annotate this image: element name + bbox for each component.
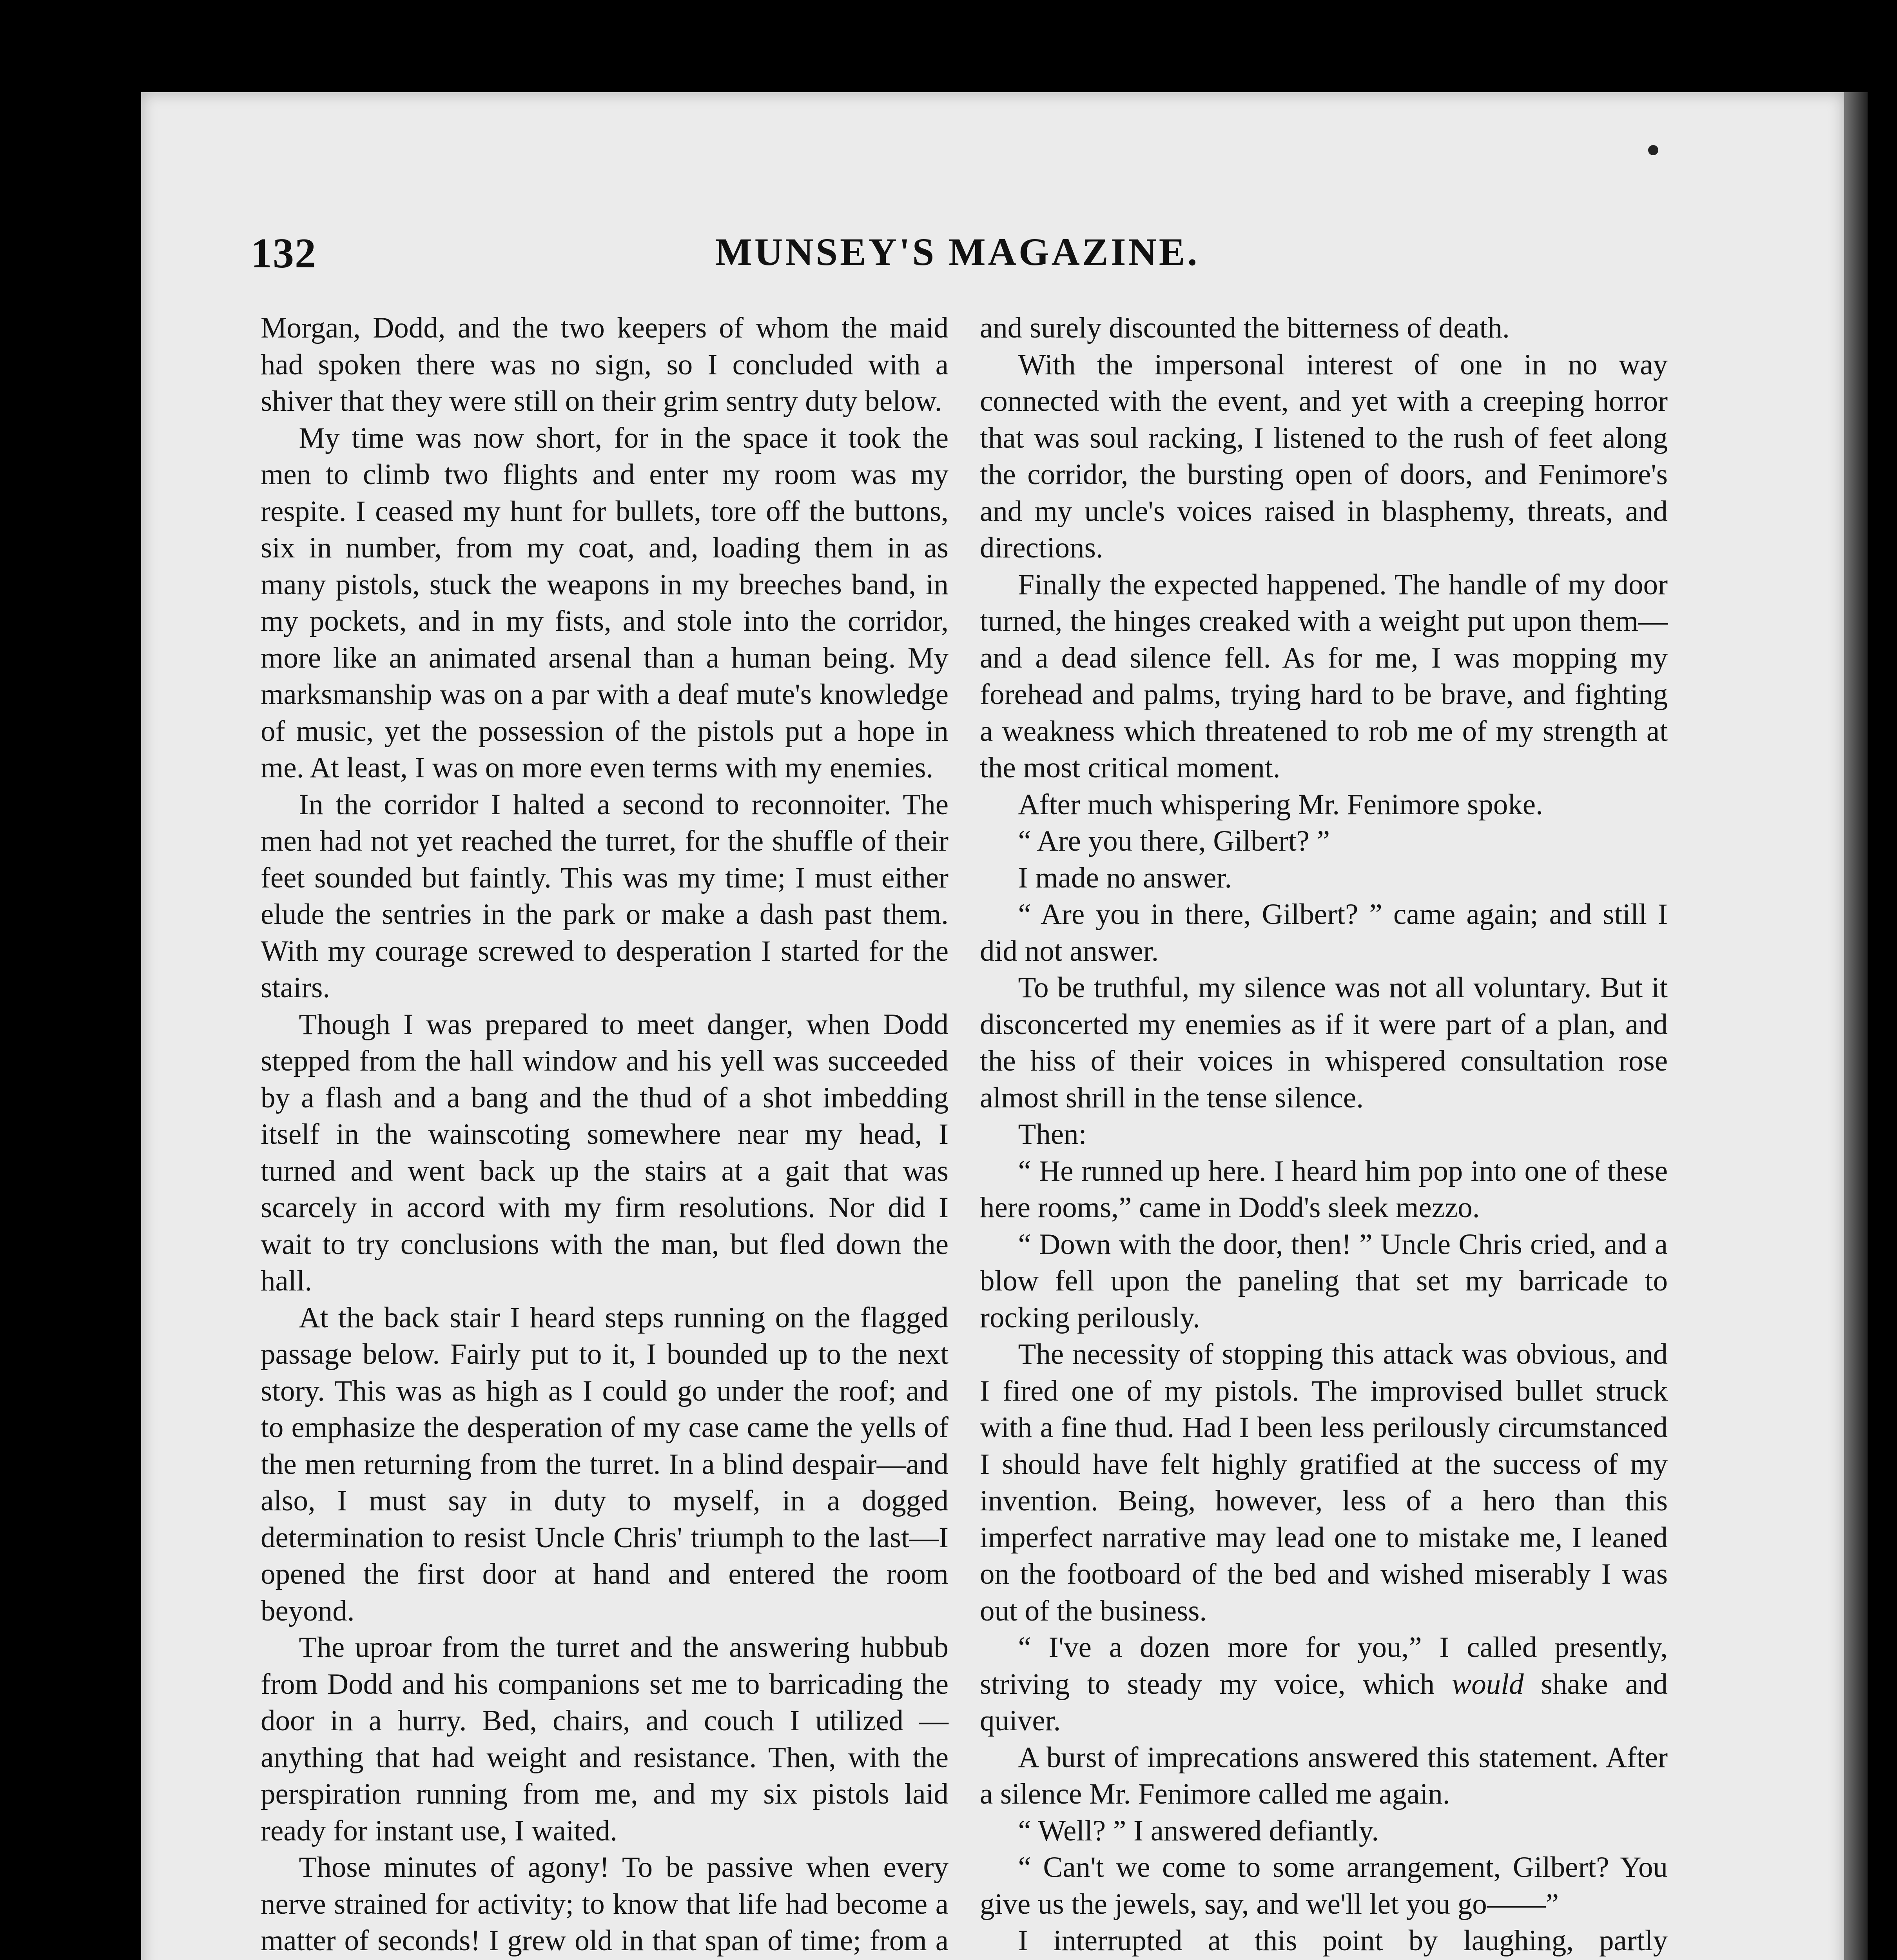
paragraph: The necessity of stopping this attack was obvious, and I fired one of my pistols. The improvised bullet struck with a fine thud. Had I been less perilously circumstanced I should have felt highly gratified at the success of my invention. Being, however, less of a hero than this imperfect narrative may lead one to mistake me, I leaned on the footboard of the bed and wished miserably I was out of the business. bbox=[980, 1338, 1668, 1627]
page-number: 132 bbox=[251, 230, 317, 277]
paragraph-text: shake and quiver. bbox=[980, 1668, 1668, 1737]
paragraph: With the impersonal interest of one in no way connected with the event, and yet with a creeping horror that was soul racking, I listened to the rush of feet along the corridor, the bursting open of doors, and Fenimore's and my uncle's voices raised in blasphemy, threats, and directions. bbox=[980, 348, 1668, 564]
paragraph: “ Can't we come to some arrangement, Gilbert? You give us the jewels, say, and we'll let you go——” bbox=[980, 1851, 1668, 1920]
paragraph: My time was now short, for in the space it took the men to climb two flights and enter my room was my respite. I ceased my hunt for bullets, tore off the buttons, six in number, from my coat, and, loading them in as many pistols, stuck the weapons in my breeches band, in my pockets, and in my fists, and stole into the corridor, more like an animated arsenal than a human being. My marksmanship was on a par with a deaf mute's knowledge of music, yet the possession of the pistols put a hope in me. At least, I was on more even terms with my enemies. bbox=[261, 421, 948, 784]
paragraph: and surely discounted the bitterness of death. bbox=[980, 312, 1510, 344]
paragraph: After much whispering Mr. Fenimore spoke. bbox=[1018, 788, 1543, 821]
paragraph: “ Are you in there, Gilbert? ” came again; and still I did not answer. bbox=[980, 898, 1668, 967]
page-header bbox=[251, 229, 1664, 280]
paragraph: “ Are you there, Gilbert? ” bbox=[1018, 825, 1330, 857]
paragraph: At the back stair I heard steps running on the flagged passage below. Fairly put to it, I bounded up to the next story. This was as high as I could go under the roof; and to emphasize the desperation of my case came the yells of the men returning from the turret. In a blind despair—and also, I must say in duty to myself, in a dogged determination to resist Uncle Chris' triumph to the last—I opened the first door at hand and entered the room beyond. bbox=[261, 1301, 948, 1627]
paragraph: Morgan, Dodd, and the two keepers of whom the maid had spoken there was no sign, so I concluded with a shiver that they were still on their grim sentry duty below. bbox=[261, 312, 948, 417]
right-column bbox=[980, 310, 1668, 1960]
left-column bbox=[261, 310, 948, 1960]
page-edge-shadow bbox=[1844, 92, 1868, 1960]
paragraph: Those minutes of agony! To be passive when every nerve strained for activity; to know that life had become a matter of seconds! I grew old in that span of time; from a bbox=[261, 1851, 948, 1957]
emphasis: would bbox=[1452, 1668, 1524, 1700]
running-title: MUNSEY'S MAGAZINE. bbox=[715, 230, 1200, 274]
paragraph: “ He runned up here. I heard him pop into one of these here rooms,” came in Dodd's sleek mezzo. bbox=[980, 1154, 1668, 1224]
ink-dot bbox=[1648, 145, 1658, 155]
paragraph-text: “ I've a dozen more for you,” I called presently, striving to steady my voice, which bbox=[980, 1631, 1668, 1700]
paragraph: The uproar from the turret and the answering hubbub from Dodd and his companions set me to barricading the door in a hurry. Bed, chairs, and couch I utilized —anything that had weight and resistance. Then, with the perspiration running from me, and my six pistols laid ready for instant use, I waited. bbox=[261, 1631, 948, 1847]
paragraph: “ Down with the door, then! ” Uncle Chris cried, and a blow fell upon the paneling that set my barricade to rocking perilously. bbox=[980, 1228, 1668, 1334]
paragraph: Then: bbox=[1018, 1118, 1087, 1151]
paragraph: In the corridor I halted a second to reconnoiter. The men had not yet reached the turret, for the shuffle of their feet sounded but faintly. This was my time; I must either elude the sentries in the park or make a dash past them. With my courage screwed to desperation I started for the stairs. bbox=[261, 788, 948, 1004]
paragraph bbox=[980, 1629, 1668, 1739]
paragraph: I made no answer. bbox=[1018, 861, 1232, 894]
paragraph: I interrupted at this point by laughing, partly bbox=[1018, 1924, 1668, 1957]
paragraph: Though I was prepared to meet danger, when Dodd stepped from the hall window and his yell was succeeded by a flash and a bang and the thud of a shot imbedding itself in the wainscoting somewhere near my head, I turned and went back up the stairs at a gait that was scarcely in accord with my firm resolutions. Nor did I wait to try conclusions with the man, but fled down the hall. bbox=[261, 1008, 948, 1297]
paragraph: A burst of imprecations answered this statement. After a silence Mr. Fenimore called me again. bbox=[980, 1741, 1668, 1810]
paragraph: To be truthful, my silence was not all voluntary. But it disconcerted my enemies as if it were part of a plan, and the hiss of their voices in whispered consultation rose almost shrill in the tense silence. bbox=[980, 971, 1668, 1114]
paragraph: Finally the expected happened. The handle of my door turned, the hinges creaked with a weight put upon them—and a dead silence fell. As for me, I was mopping my forehead and palms, trying hard to be brave, and fighting a weakness which threatened to rob me of my strength at the most critical moment. bbox=[980, 568, 1668, 784]
paragraph: “ Well? ” I answered defiantly. bbox=[1018, 1814, 1379, 1847]
